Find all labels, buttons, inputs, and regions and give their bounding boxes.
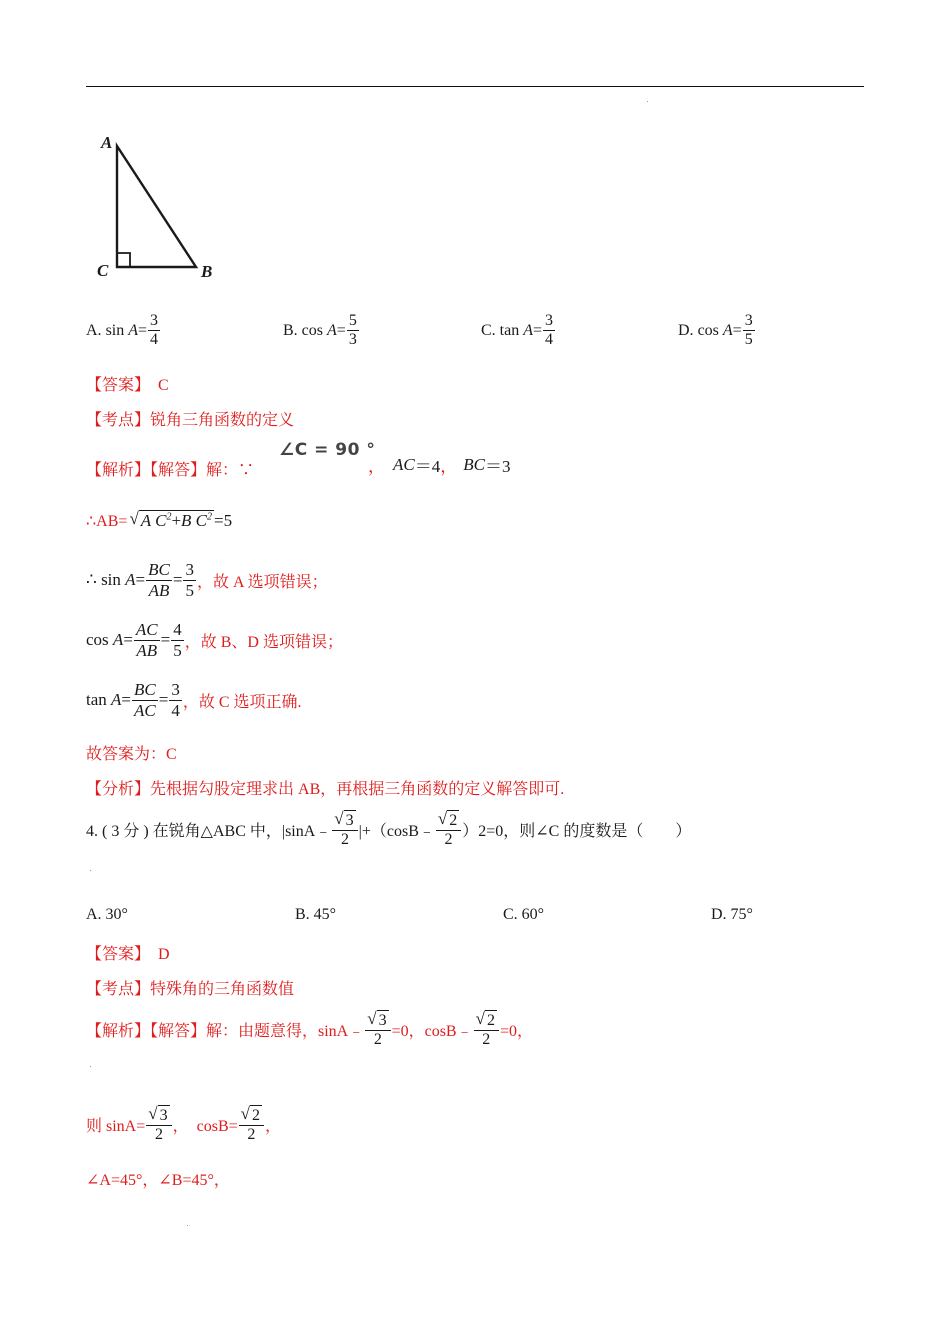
comma: ，: [368, 457, 385, 476]
option-fraction: $\frac{3}{4}$: [545, 312, 554, 349]
answer-tag: 【答案】: [86, 946, 151, 963]
q3-option-a: [86, 312, 161, 350]
point-text: 特殊角的三角函数值: [150, 981, 295, 998]
stem-fraction-1: √ 3 2: [332, 810, 357, 850]
ab-prefix: ∴AB=: [86, 512, 128, 530]
option-fn: sin: [105, 321, 125, 339]
cos-fraction-2: $\frac{4}{5}$: [173, 620, 182, 660]
q4-then-line: 则 sinA= √ 3 2 ， cosB= √ 2 2 ，: [86, 1104, 281, 1144]
vertex-c-label: C: [97, 261, 109, 280]
option-letter: B.: [283, 321, 298, 339]
answer-value: C: [158, 377, 169, 394]
option-fraction: $\frac{5}{3}$: [348, 312, 357, 349]
stem-fraction-2: √ 2 2: [436, 810, 461, 850]
option-fn: cos: [301, 321, 323, 339]
cos-fraction-1: $\frac{AC}{AB}$: [135, 620, 158, 660]
tan-fraction-2: $\frac{3}{4}$: [171, 680, 180, 720]
option-fraction: $\frac{3}{5}$: [744, 312, 753, 349]
option-letter: C.: [481, 321, 496, 339]
option-fn: tan: [499, 321, 520, 339]
angle-c-image: ∠C = 90 °: [279, 440, 376, 460]
q3-fenxi: [86, 776, 564, 799]
bc-value: ＝3: [484, 457, 511, 476]
ab-sqrt: √ A $C^2+B$ $C^2$: [129, 509, 213, 530]
option-eq: =: [533, 321, 543, 339]
q4-angles: ∠A=45°，∠B=45°，: [86, 1172, 230, 1189]
point-tag: 【考点】: [86, 981, 151, 998]
q3-point: [86, 407, 294, 430]
q3-analysis-tag: 【解析】【解答】解：∵: [86, 462, 255, 479]
q3-option-c: [481, 312, 556, 350]
cos-note: ，故 B、D 选项错误；: [184, 633, 343, 651]
ab-result: =5: [214, 510, 233, 530]
fenxi-tag: 【分析】: [86, 781, 151, 798]
q4-option-b: B. 45°: [295, 906, 337, 923]
option-letter: A.: [86, 321, 102, 339]
point-tag: 【考点】: [86, 412, 151, 429]
sin-fraction-1: $\frac{BC}{AB}$: [148, 560, 170, 600]
speck: [187, 1225, 188, 1226]
bc-label: BC: [463, 454, 485, 474]
option-fraction: $\frac{3}{4}$: [150, 312, 159, 349]
vertex-a-label: A: [101, 133, 113, 152]
q4-analysis: 【解析】【解答】解：由题意得，sinA﹣ √ 3 2 =0，cosB﹣ √ 2 2 =0，: [86, 1009, 533, 1049]
option-var: A: [523, 321, 533, 339]
sin-note: ，故 A 选项错误；: [196, 573, 328, 591]
ac-label: AC: [393, 454, 415, 474]
comma: ，: [440, 457, 458, 476]
speck: [90, 870, 91, 871]
tan-fraction-1: $\frac{BC}{AC}$: [134, 680, 156, 720]
tan-note: ，故 C 选项正确.: [182, 693, 302, 711]
q3-option-d: [678, 312, 756, 350]
speck: [90, 1066, 91, 1067]
speck: [647, 101, 648, 102]
q3-tan-line: tan A = $\frac{BC}{AC}$ = $\frac{3}{4}$ ，故 C 选项正确.: [86, 680, 302, 720]
q4-option-a: A. 30°: [86, 906, 128, 923]
analysis-fraction-1: √ 3 2: [365, 1010, 390, 1050]
answer-tag: 【答案】: [86, 377, 151, 394]
q3-option-b: [283, 312, 360, 350]
q3-answer: [86, 372, 169, 395]
option-letter: D.: [678, 321, 694, 339]
sin-fraction-2: $\frac{3}{5}$: [185, 560, 194, 600]
option-var: A: [327, 321, 337, 339]
q3-sin-line: ∴ sin A = $\frac{BC}{AB}$ = $\frac{3}{5}$ ，故 A 选项错误；: [86, 560, 328, 600]
triangle-shape: [117, 146, 196, 267]
option-eq: =: [336, 321, 346, 339]
sin-prefix: ∴ sin: [86, 570, 121, 590]
vertex-b-label: B: [201, 262, 213, 281]
ac-value: ＝4: [414, 457, 441, 476]
point-text: 锐角三角函数的定义: [150, 412, 295, 429]
option-fn: cos: [697, 321, 719, 339]
q4-answer: [86, 941, 170, 964]
option-var: A: [128, 321, 139, 339]
q3-given-values: [368, 452, 510, 477]
q4-point: [86, 976, 294, 999]
q3-cos-line: cos A = $\frac{AC}{AB}$ = $\frac{4}{5}$ ，故 B、D 选项错误；: [86, 620, 343, 660]
fenxi-text: 先根据勾股定理求出 AB，再根据三角函数的定义解答即可.: [150, 781, 565, 798]
q3-ab-line: [86, 510, 232, 531]
right-triangle-figure: [92, 126, 222, 286]
q4-option-c: C. 60°: [503, 906, 545, 923]
right-angle-marker: [117, 253, 130, 267]
then-fraction-1: √ 3 2: [146, 1105, 171, 1145]
option-eq: =: [138, 321, 148, 339]
answer-value: D: [158, 946, 170, 963]
q3-final-answer: 故答案为：C: [86, 746, 177, 763]
analysis-fraction-2: √ 2 2: [474, 1010, 499, 1050]
option-eq: =: [732, 321, 742, 339]
header-rule: [86, 86, 864, 87]
q4-stem: 4. ( 3 分 ) 在锐角△ABC 中，|sinA﹣ √ 3 2 |+（cosB﹣ √ 2 2 ）2=0，则∠C 的度数是（ ）: [86, 809, 692, 849]
option-var: A: [722, 321, 733, 339]
q4-option-d: D. 75°: [711, 906, 753, 923]
then-fraction-2: √ 2 2: [239, 1105, 264, 1145]
